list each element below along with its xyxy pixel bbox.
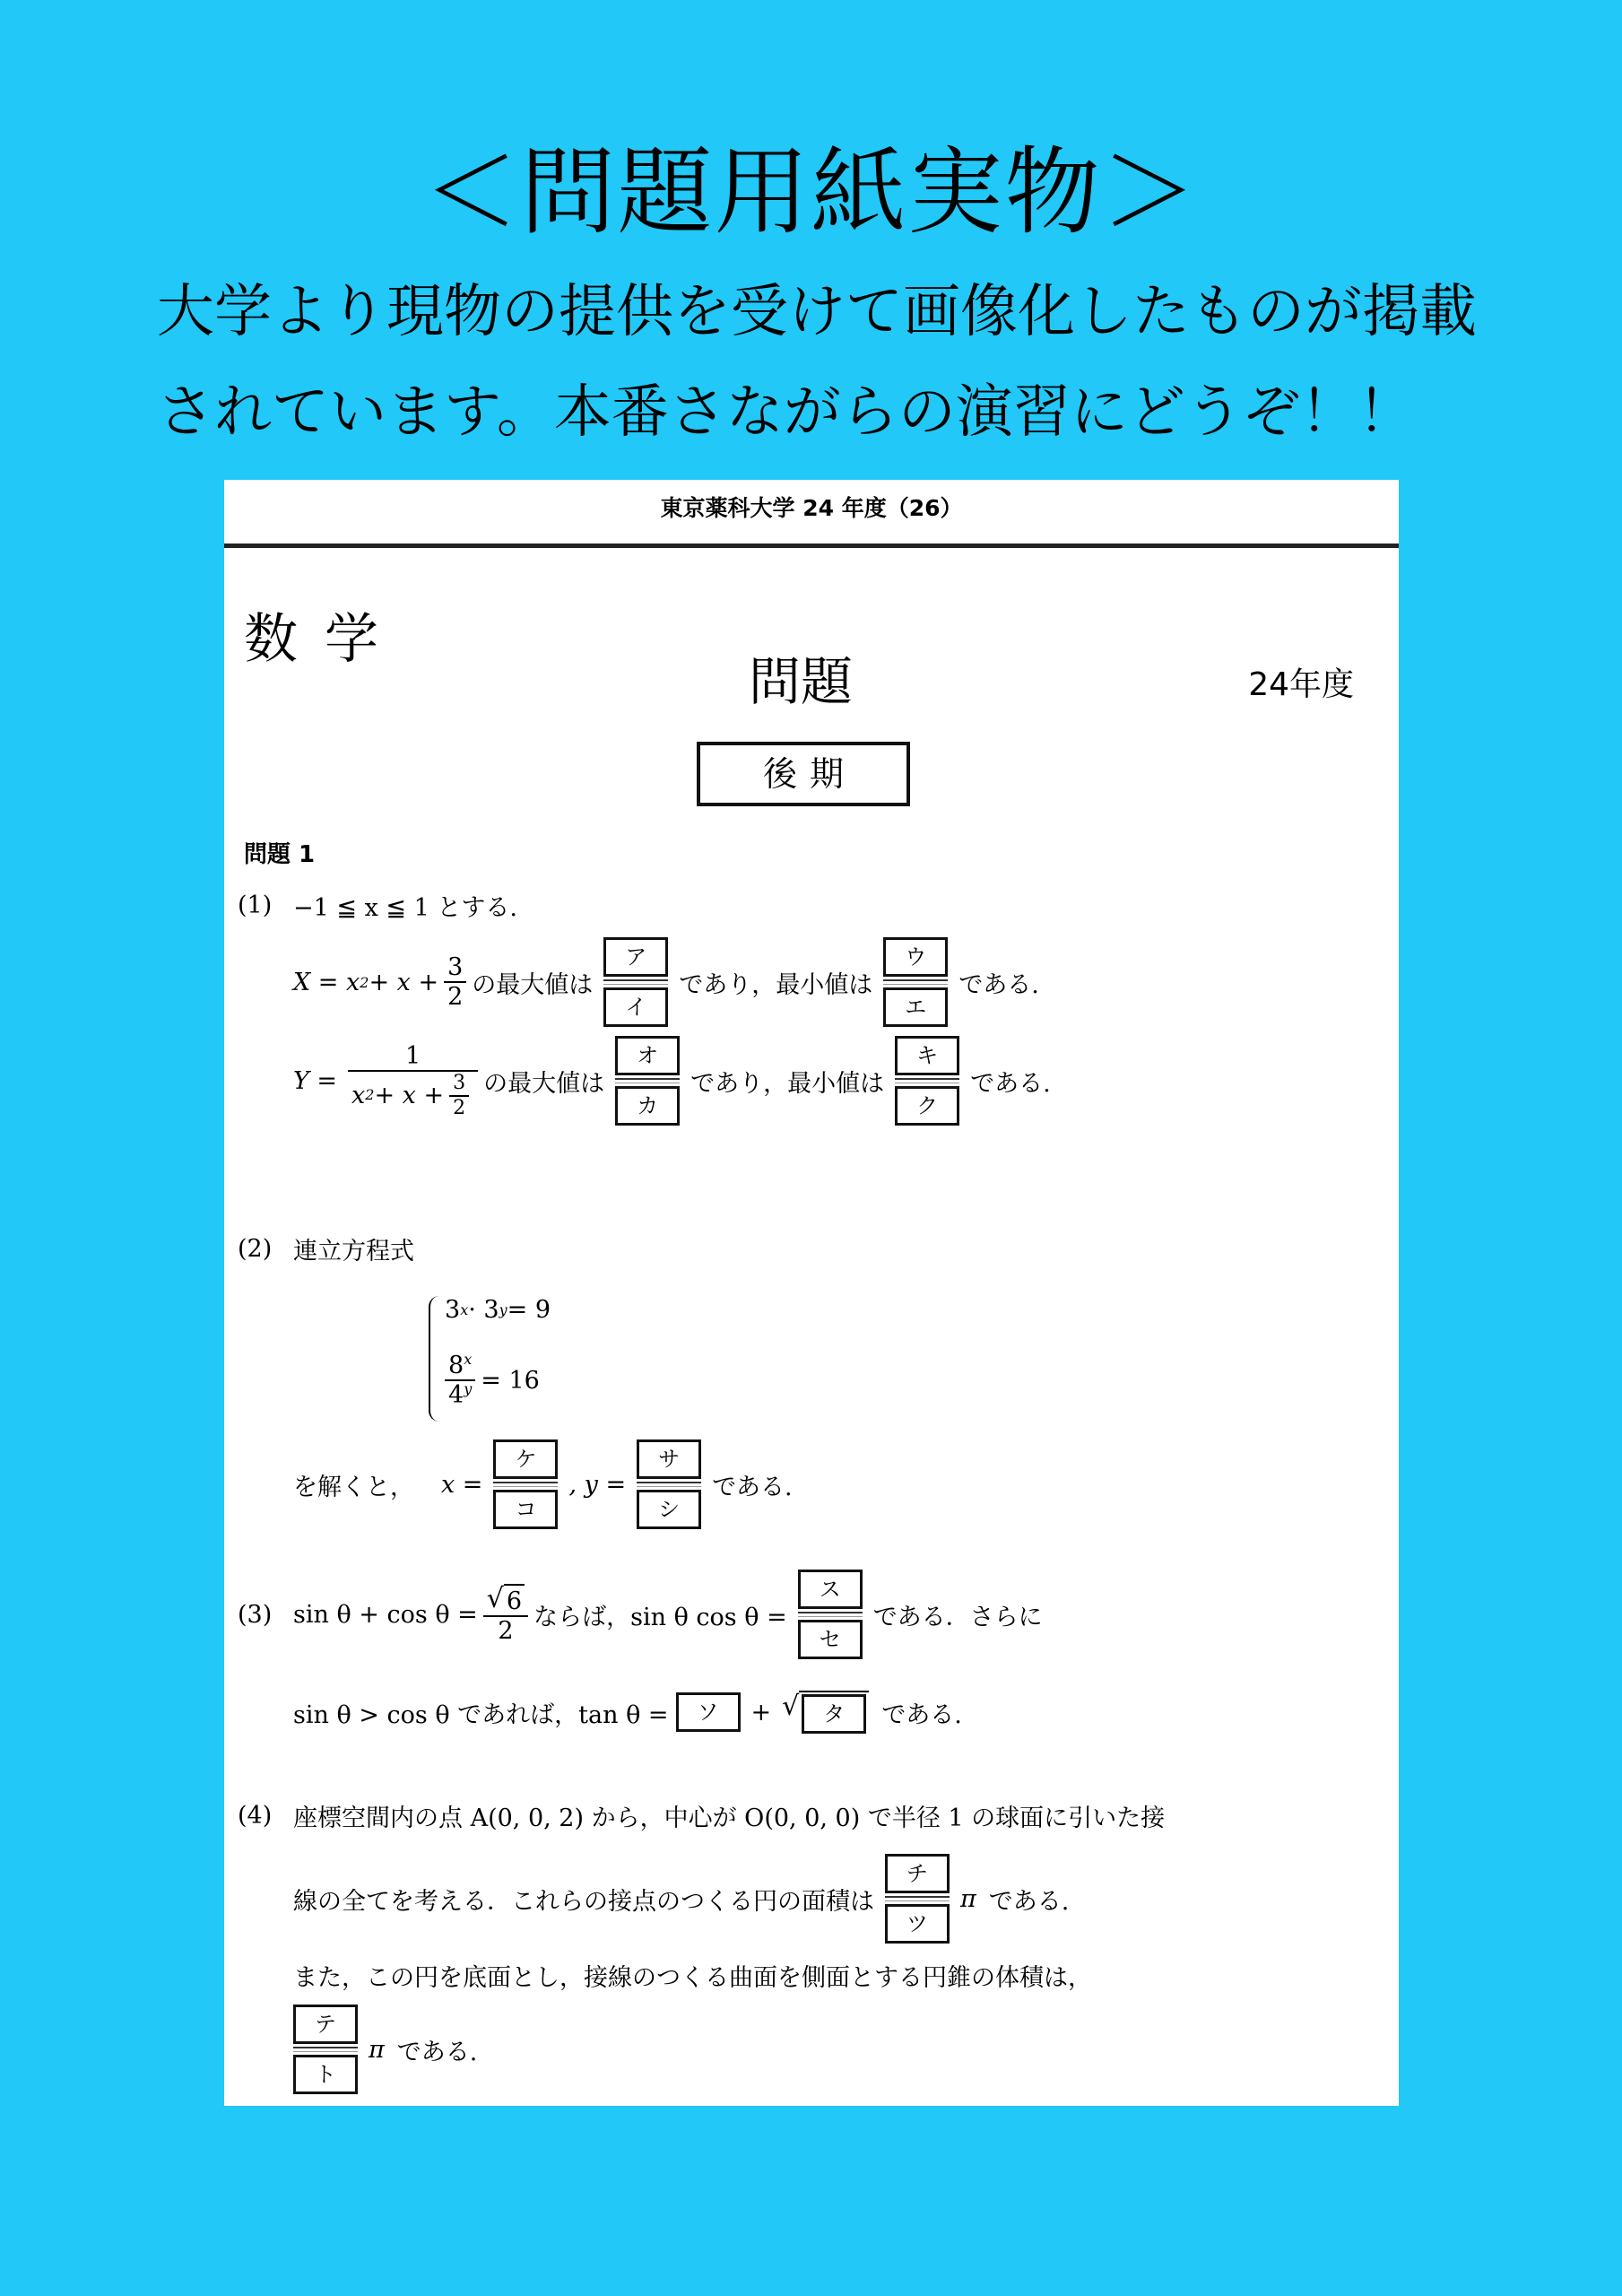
- q3-product-text: ならば，sin θ cos θ =: [533, 1603, 787, 1631]
- plus-sign: +: [750, 1698, 772, 1726]
- q3-sum-expression: sin θ + cos θ =: [293, 1600, 478, 1629]
- pi-symbol: π: [960, 1884, 976, 1913]
- q1-x-line: [293, 937, 1039, 1027]
- answer-box-o[interactable]: オ: [615, 1036, 680, 1075]
- answer-fraction-sa-shi: [637, 1439, 701, 1529]
- answer-box-ke[interactable]: ケ: [493, 1439, 558, 1479]
- paper-header: 東京薬科大学 24 年度（26）: [660, 495, 963, 521]
- answer-fraction-ki-ku: [895, 1036, 959, 1126]
- q3-tan-text: sin θ > cos θ であれば，tan θ =: [293, 1700, 669, 1729]
- answer-fraction-o-ka: [615, 1036, 680, 1126]
- q4-text-2: 線の全てを考える．これらの接点のつくる円の面積は: [293, 1887, 874, 1916]
- q1-condition: −1 ≦ x ≦ 1 とする.: [293, 894, 517, 922]
- exam-paper: [224, 480, 1399, 2106]
- answer-fraction-te-to: [293, 2005, 358, 2094]
- q1-y-text-min: であり，最小値は: [690, 1069, 885, 1098]
- brace-icon: [429, 1296, 443, 1422]
- answer-box-ko[interactable]: コ: [493, 1490, 558, 1529]
- q4-line-3: [293, 1958, 1092, 1993]
- x-exponent: 2: [360, 973, 369, 991]
- q3-line1-end: である．さらに: [872, 1603, 1043, 1631]
- answer-box-sa[interactable]: サ: [637, 1439, 701, 1479]
- answer-fraction-su-se: [798, 1570, 863, 1659]
- q2-end: である.: [712, 1473, 793, 1501]
- q4-number: (4): [238, 1802, 273, 1830]
- y-lhs: Y =: [293, 1066, 338, 1095]
- x-equals: x =: [441, 1470, 483, 1499]
- q4-line-4: [282, 2005, 477, 2094]
- q1-x-text-end: である.: [958, 970, 1039, 999]
- q1-condition-line: [238, 888, 517, 923]
- problem-label: 問題 1: [244, 841, 316, 868]
- answer-box-so[interactable]: ソ: [676, 1692, 741, 1732]
- answer-box-a[interactable]: ア: [603, 937, 668, 977]
- answer-box-se[interactable]: セ: [798, 1620, 863, 1659]
- banner-subtitle-line-1: 大学より現物の提供を受けて画像化したものが掲載: [157, 279, 1477, 345]
- banner-title: ＜問題用紙実物＞: [423, 137, 1199, 248]
- q4-line-2: [293, 1854, 1069, 1944]
- answer-box-to[interactable]: ト: [293, 2055, 358, 2094]
- equation-2: $\frac{8^x}{4^y}$ = 16: [445, 1352, 540, 1409]
- q1-y-text-end: である.: [970, 1069, 1051, 1098]
- answer-box-ta[interactable]: タ: [802, 1694, 866, 1734]
- q1-y-line: [293, 1036, 1051, 1126]
- answer-fraction-u-e: [883, 937, 948, 1027]
- exam-year: 24年度: [1248, 666, 1354, 703]
- answer-box-e[interactable]: エ: [883, 987, 948, 1027]
- document-title: 問題: [749, 651, 854, 712]
- answer-fraction-chi-tsu: [885, 1854, 950, 1944]
- q4-line-1: [238, 1798, 1165, 1833]
- q4-line2-end: である.: [988, 1887, 1070, 1916]
- q1-x-text-max: の最大値は: [472, 970, 594, 999]
- q2-label: 連立方程式: [293, 1238, 414, 1265]
- answer-box-tsu[interactable]: ツ: [885, 1904, 950, 1944]
- answer-fraction-ke-ko: [493, 1439, 558, 1529]
- q3-line-1: [238, 1570, 1043, 1659]
- q2-solve-text: を解くと，: [293, 1473, 414, 1501]
- q3-number: (3): [238, 1600, 273, 1629]
- answer-box-ka[interactable]: カ: [615, 1086, 680, 1126]
- answer-box-u[interactable]: ウ: [883, 937, 948, 977]
- answer-box-i[interactable]: イ: [603, 987, 668, 1027]
- q4-text-3: また，この円を底面とし，接線のつくる曲面を側面とする円錐の体積は，: [293, 1964, 1092, 1992]
- answer-box-ki[interactable]: キ: [895, 1036, 959, 1075]
- y-equals: , y =: [568, 1470, 627, 1499]
- answer-box-su[interactable]: ス: [798, 1570, 863, 1609]
- sqrt-box: √ タ: [782, 1691, 869, 1734]
- fraction-3-2: $\frac{3}{2}$: [444, 953, 466, 1011]
- equation-1: 3 x · 3 y = 9: [445, 1296, 551, 1324]
- banner-subtitle-line-2: されています。本番さながらの演習にどうぞ！！: [157, 379, 1415, 446]
- sqrt6-over-2: √ 6 2: [483, 1584, 528, 1645]
- answer-box-ku[interactable]: ク: [895, 1086, 959, 1126]
- q3-line2-end: である.: [881, 1700, 962, 1729]
- header-rule: [224, 544, 1399, 548]
- x-expression-mid: + x +: [369, 968, 439, 996]
- answer-fraction-a-i: [603, 937, 668, 1027]
- x-expression: X = x: [293, 968, 360, 996]
- answer-box-shi[interactable]: シ: [637, 1490, 701, 1529]
- q2-label-line: [238, 1231, 414, 1266]
- q3-line-2: [293, 1691, 962, 1734]
- term-box: 後期: [697, 742, 910, 806]
- q2-number: (2): [238, 1235, 273, 1263]
- q4-line4-end: である.: [396, 2038, 478, 2066]
- answer-box-te[interactable]: テ: [293, 2005, 358, 2044]
- answer-box-chi[interactable]: チ: [885, 1854, 950, 1893]
- pi-symbol-2: π: [369, 2035, 385, 2064]
- q1-x-text-min: であり，最小値は: [679, 970, 873, 999]
- y-fraction: 1 x 2 + x + $\frac{3}{2}$: [348, 1042, 478, 1119]
- q2-solution-line: [293, 1439, 793, 1529]
- q4-text-1: 座標空間内の点 A(0, 0, 2) から，中心が O(0, 0, 0) で半径 1 の球面に引いた接: [293, 1805, 1166, 1832]
- q1-y-text-max: の最大値は: [483, 1069, 605, 1098]
- q1-number: (1): [238, 891, 273, 919]
- subject-title: 数学: [244, 608, 405, 671]
